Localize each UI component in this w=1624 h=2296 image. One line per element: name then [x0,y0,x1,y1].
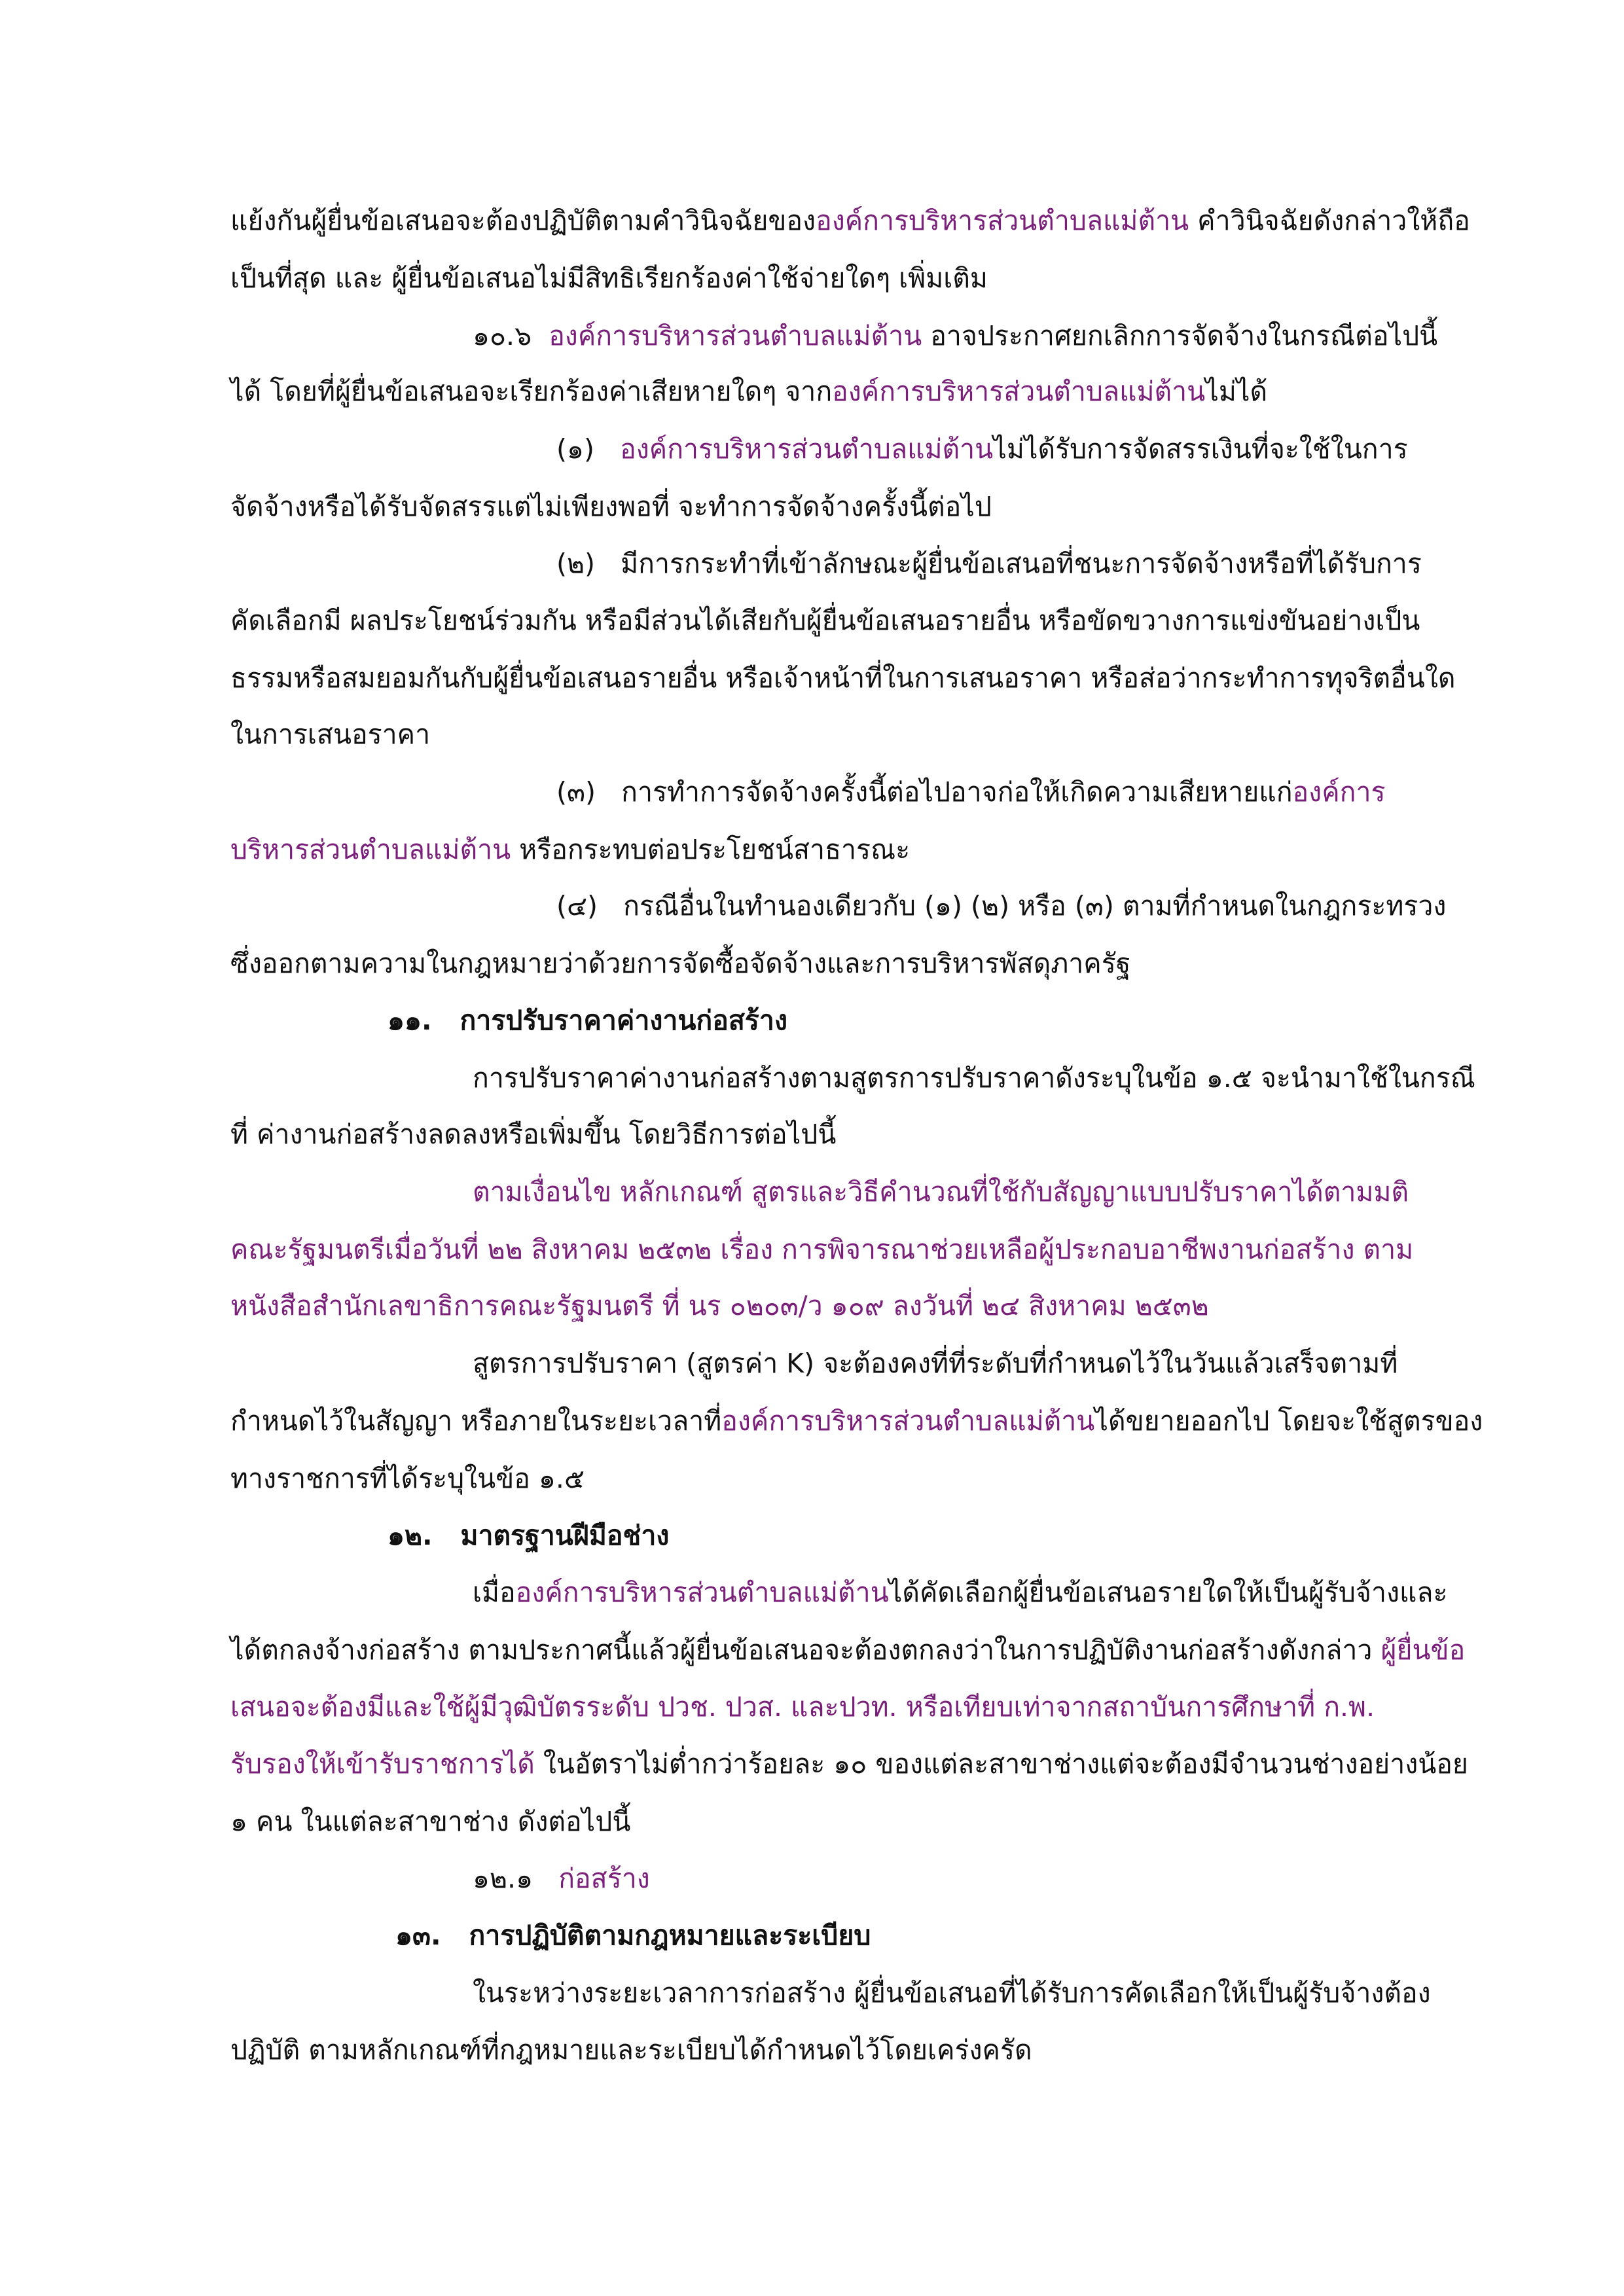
line-26 [230,1630,1465,1670]
text-run: แย้งกันผู้ยื่นข้อเสนอจะต้องปฏิบัติตามคำวินิจฉัยของ [230,205,816,236]
line-13 [556,886,1446,925]
text-run: ได้ตกลงจ้างก่อสร้าง ตามประกาศนี้แล้วผู้ยื่นข้อเสนอจะต้องตกลงว่าในการปฏิบัติงานก่อสร้างดังกล่าว [230,1634,1381,1666]
text-run: ได้คัดเลือกผู้ยื่นข้อเสนอรายใดให้เป็นผู้รับจ้างและ [888,1577,1448,1608]
line-18 [473,1172,1409,1211]
org-name: บริหารส่วนตำบลแม่ต้าน [230,834,511,865]
section-heading-11 [388,1001,787,1040]
text-run: สูตรการปรับราคา (สูตรค่า K) จะต้องคงที่ที่ระดับที่กำหนดไว้ในวันแล้วเสร็จตามที่ [473,1348,1398,1379]
line-01 [230,201,1470,240]
section-title: การปรับราคาค่างานก่อสร้าง [460,1005,787,1036]
section-number: ๑๓. [395,1920,441,1951]
line-29 [230,1802,630,1841]
text-run: ไม่ได้ [1205,376,1268,407]
text-run: คำวินิจฉัยดังกล่าวให้ถือ [1189,205,1470,236]
highlight-text: เสนอจะต้องมีและใช้ผู้มีวุฒิบัตรระดับ ปวช. ปวส. และปวท. หรือเทียบเท่าจากสถาบันการศึกษาที่ ก.พ. [230,1691,1375,1723]
text-run: ในระหว่างระยะเวลาการก่อสร้าง ผู้ยื่นข้อเสนอที่ได้รับการคัดเลือกให้เป็นผู้รับจ้างต้อง [473,1977,1431,2009]
org-name: องค์การบริหารส่วนตำบลแม่ต้าน [816,205,1189,236]
line-14 [230,944,1130,983]
line-05 [556,429,1408,469]
highlight-text: รับรองให้เข้ารับราชการได้ [230,1748,535,1780]
text-run: เป็นที่สุด และ ผู้ยื่นข้อเสนอไม่มีสิทธิเรียกร้องค่าใช้จ่ายใดๆ เพิ่มเติม [230,262,988,294]
line-28 [230,1744,1468,1784]
line-25 [473,1573,1448,1612]
section-number: ๑๑. [388,1005,432,1036]
text-run: อาจประกาศยกเลิกการจัดจ้างในกรณีต่อไปนี้ [922,320,1438,351]
item-number: (๑) [556,433,595,465]
line-03 [473,316,1437,355]
line-21 [473,1344,1398,1383]
item-number: ๑๒.๑ [473,1863,533,1894]
org-name: องค์การบริหารส่วนตำบลแม่ต้าน [721,1405,1095,1437]
text-run: เมื่อ [473,1577,516,1608]
org-name: องค์การบริหารส่วนตำบลแม่ต้าน [832,376,1206,407]
line-09 [230,658,1455,698]
text-run: จัดจ้างหรือได้รับจัดสรรแต่ไม่เพียงพอที่ จะทำการจัดจ้างครั้งนี้ต่อไป [230,491,992,522]
org-name: องค์การบริหารส่วนตำบลแม่ต้าน [515,1577,889,1608]
line-16 [473,1058,1475,1098]
text-run: ธรรมหรือสมยอมกันกับผู้ยื่นข้อเสนอรายอื่น หรือเจ้าหน้าที่ในการเสนอราคา หรือส่อว่ากระทำการทุจริตอื่นใด [230,662,1456,694]
highlight-text: ตามเงื่อนไข หลักเกณฑ์ สูตรและวิธีคำนวณที่ใช้กับสัญญาแบบปรับราคาได้ตามมติ [473,1176,1409,1208]
line-17 [230,1115,836,1154]
text-run: ไม่ได้รับการจัดสรรเงินที่จะใช้ในการ [993,433,1408,465]
text-run: ทางราชการที่ได้ระบุในข้อ ๑.๕ [230,1463,585,1494]
text-run: ๑ คน ในแต่ละสาขาช่าง ดังต่อไปนี้ [230,1806,631,1837]
highlight-text: ผู้ยื่นข้อ [1380,1634,1466,1666]
line-02 [230,259,988,298]
org-name: องค์การ [1292,776,1386,808]
org-name: องค์การบริหารส่วนตำบลแม่ต้าน [620,433,994,465]
line-12 [230,830,910,869]
text-run: ในอัตราไม่ต่ำกว่าร้อยละ ๑๐ ของแต่ละสาขาช่างแต่จะต้องมีจำนวนช่างอย่างน้อย [534,1748,1468,1780]
line-22 [230,1401,1483,1441]
text-run: ได้ โดยที่ผู้ยื่นข้อเสนอจะเรียกร้องค่าเสียหายใดๆ จาก [230,376,833,407]
section-title: มาตรฐานฝีมือช่าง [460,1520,670,1551]
highlight-text: ก่อสร้าง [558,1863,650,1894]
section-heading-13 [395,1916,871,1955]
text-run: ที่ ค่างานก่อสร้างลดลงหรือเพิ่มขึ้น โดยวิธีการต่อไปนี้ [230,1119,837,1150]
text-run: ซึ่งออกตามความในกฎหมายว่าด้วยการจัดซื้อจัดจ้างและการบริหารพัสดุภาครัฐ [230,948,1131,979]
line-20 [230,1286,1209,1325]
text-run: ได้ขยายออกไป โดยจะใช้สูตรของ [1094,1405,1483,1437]
line-23 [230,1459,585,1498]
line-08 [230,601,1420,640]
line-19 [230,1230,1413,1269]
line-27 [230,1687,1375,1727]
text-run: มีการกระทำที่เข้าลักษณะผู้ยื่นข้อเสนอที่ชนะการจัดจ้างหรือที่ได้รับการ [621,548,1422,579]
item-number: (๓) [556,776,596,808]
line-30 [473,1859,650,1898]
line-06 [230,487,992,526]
text-run: ปฏิบัติ ตามหลักเกณฑ์ที่กฎหมายและระเบียบได้กำหนดไว้โดยเคร่งครัด [230,2034,1032,2066]
text-run: กรณีอื่นในทำนองเดียวกับ (๑) (๒) หรือ (๓) ตามที่กำหนดในกฎกระทรวง [623,890,1447,922]
highlight-text: หนังสือสำนักเลขาธิการคณะรัฐมนตรี ที่ นร ๐๒๐๓/ว ๑๐๙ ลงวันที่ ๒๔ สิงหาคม ๒๕๓๒ [230,1290,1209,1321]
line-04 [230,372,1267,411]
text-run: ในการเสนอราคา [230,719,431,750]
item-number: (๒) [556,548,596,579]
text-run: หรือกระทบต่อประโยชน์สาธารณะ [511,834,911,865]
line-07 [556,544,1422,583]
highlight-text: คณะรัฐมนตรีเมื่อวันที่ ๒๒ สิงหาคม ๒๕๓๒ เรื่อง การพิจารณาช่วยเหลือผู้ประกอบอาชีพงานก่อสร้าง ตาม [230,1234,1414,1265]
line-33 [230,2030,1032,2070]
item-number: (๔) [556,890,598,922]
text-run: การทำการจัดจ้างครั้งนี้ต่อไปอาจก่อให้เกิดความเสียหายแก่ [621,776,1293,808]
section-number: ๑๒. [388,1520,433,1551]
text-run: คัดเลือกมี ผลประโยชน์ร่วมกัน หรือมีส่วนได้เสียกับผู้ยื่นข้อเสนอรายอื่น หรือขัดขวางการแข่งขันอย่างเป็น [230,605,1420,636]
org-name: องค์การบริหารส่วนตำบลแม่ต้าน [549,320,922,351]
section-number: ๑๐.๖ [473,320,532,351]
line-10 [230,715,430,754]
section-heading-12 [388,1516,669,1555]
section-title: การปฏิบัติตามกฎหมายและระเบียบ [469,1920,871,1951]
text-run: กำหนดไว้ในสัญญา หรือภายในระยะเวลาที่ [230,1405,722,1437]
text-run: การปรับราคาค่างานก่อสร้างตามสูตรการปรับราคาดังระบุในข้อ ๑.๕ จะนำมาใช้ในกรณี [473,1062,1475,1094]
line-11 [556,772,1386,812]
line-32 [473,1973,1431,2013]
